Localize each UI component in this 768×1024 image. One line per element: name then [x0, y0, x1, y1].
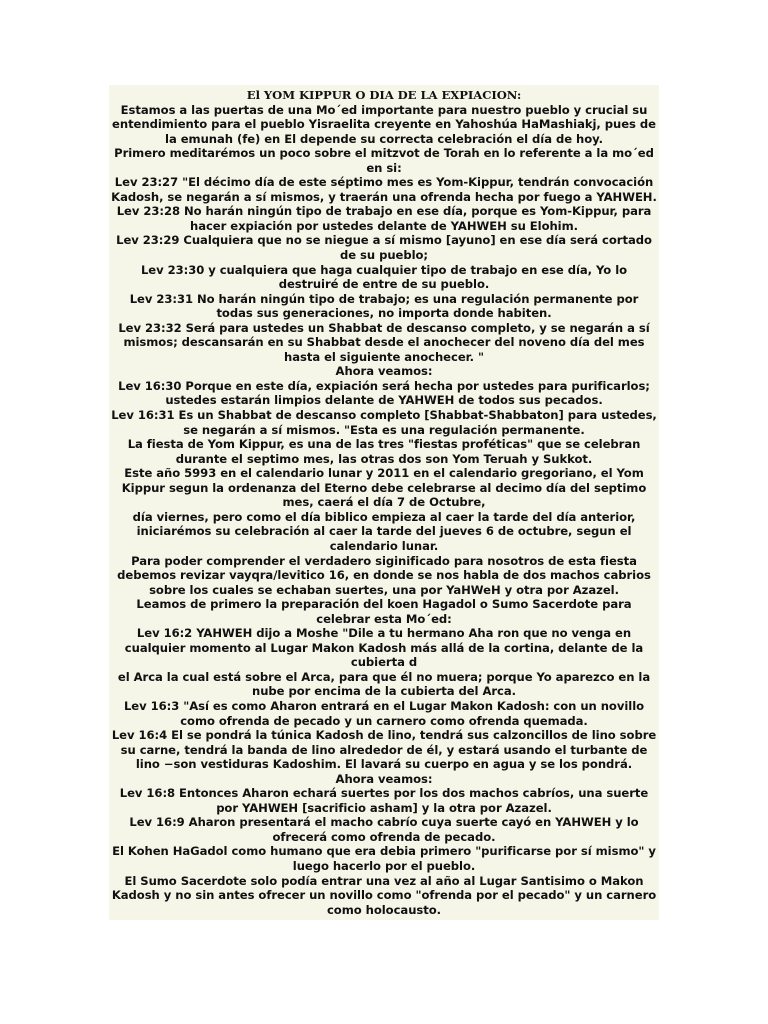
paragraph: Lev 23:31 No harán ningún tipo de trabajo; es una regulación permanente por todas sus generaciones, no importa donde habiten.	[129, 291, 639, 321]
paragraph: La fiesta de Yom Kippur, es una de las tres "fiestas proféticas" que se celebran durante el septimo mes, las otras dos son Yom Teruah y Sukkot.	[127, 437, 641, 466]
paragraph: Lev 23:32 Será para ustedes un Shabbat de descanso completo, y se negarán a sí mismos; descansarán en su Shabbat desde el anochecer del noveno día del mes hasta el siguiente anochecer. "	[118, 320, 650, 364]
paragraph: Lev 16:3 "Así es como Aharon entrará en el Lugar Makon Kadosh: con un novillo como ofrenda de pecado y un carnero como ofrenda quemada.	[123, 698, 645, 728]
paragraph: Primero meditarémos un poco sobre el mitzvot de Torah en lo referente a la mo´ed en si:	[114, 146, 654, 175]
paragraph: Lev 16:9 Aharon presentará el macho cabrío cuya suerte cayó en YAHWEH y lo ofrecerá como ofrenda de pecado.	[129, 815, 639, 844]
paragraph: El Sumo Sacerdote solo podía entrar una vez al año al Lugar Santisimo o Makon Kadosh y no sin antes ofrecer un novillo como "ofrenda por el pecado" y un carnero como holocausto.	[111, 873, 657, 917]
document-page	[109, 85, 659, 920]
paragraph: el Arca la cual está sobre el Arca, para que él no muera; porque Yo aparezco en la nube por encima de la cubierta del Arca.	[117, 669, 651, 699]
paragraph: Leamos de primero la preparación del koen Hagadol o Sumo Sacerdote para celebrar esta Mo´ed:	[136, 597, 632, 626]
document-body	[111, 88, 657, 917]
paragraph: Estamos a las puertas de una Mo´ed importante para nuestro pueblo y crucial su entendimiento para el pueblo Yisraelita creyente en Yahoshúa HaMashiakj, pues de la emunah (fe) en El depende su correcta celebración el día de hoy.	[112, 102, 656, 146]
paragraph: Lev 23:28 No harán ningún tipo de trabajo en ese día, porque es Yom-Kippur, para hacer expiación por ustedes delante de YAHWEH su Elohim.	[116, 204, 652, 233]
paragraph: Lev 16:4 El se pondrá la túnica Kadosh de lino, tendrá sus calzoncillos de lino sobre su carne, tendrá la banda de lino alrededor de él, y estará usando el turbante de lino −son vestiduras Kadoshim. El lavará su cuerpo en agua y se los pondrá.	[111, 728, 657, 772]
paragraph: Lev 16:30 Porque en este día, expiación será hecha por ustedes para purificarlos; ustedes estarán limpios delante de YAHWEH de todos sus pecados.	[118, 378, 650, 408]
document-title: El YOM KIPPUR O DIA DE LA EXPIACION:	[246, 88, 522, 102]
paragraph: Lev 23:27 "El décimo día de este séptimo mes es Yom-Kippur, tendrán convocación Kadosh, se negarán a sí mismos, y traerán una ofrenda hecha por fuego a YAHWEH.	[111, 175, 657, 204]
paragraph: Lev 16:2 YAHWEH dijo a Moshe "Dile a tu hermano Aha ron que no venga en cualquier momento al Lugar Makon Kadosh más allá de la cortina, delante de la cubierta d	[124, 626, 644, 670]
paragraph: Lev 23:29 Cualquiera que no se niegue a sí mismo [ayuno] en ese día será cortado de su pueblo;	[116, 233, 652, 263]
paragraph: Lev 16:31 Es un Shabbat de descanso completo [Shabbat-Shabbaton] para ustedes, se negarán a sí mismos. "Esta es una regulación permanente.	[111, 408, 657, 437]
paragraph: Este año 5993 en el calendario lunar y 2011 en el calendario gregoriano, el Yom Kippur segun la ordenanza del Eterno debe celebrarse al decimo día del septimo mes, caerá el día 7 de Octubre,	[121, 466, 647, 510]
paragraph: Lev 16:8 Entonces Aharon echará suertes por los dos machos cabríos, una suerte por YAHWEH [sacrificio asham] y la otra por Azazel.	[119, 786, 649, 815]
paragraph: Lev 23:30 y cualquiera que haga cualquier tipo de trabajo en ese día, Yo lo destruiré de entre de su pueblo.	[140, 262, 628, 292]
paragraph: El Kohen HaGadol como humano que era debia primero "purificarse por sí mismo" y luego hacerlo por el pueblo.	[112, 844, 656, 873]
paragraph: Ahora veamos:	[335, 771, 433, 786]
paragraph: Ahora veamos:	[335, 364, 433, 379]
paragraph: Para poder comprender el verdadero siginificado para nosotros de esta fiesta debemos revizar vayqra/levitico 16, en donde se nos habla de dos machos cabrios sobre los cuales se echaban suertes, una por YaHWeH y otra por Azazel.	[117, 553, 651, 597]
paragraph: día viernes, pero como el día biblico empieza al caer la tarde del día anterior, iniciarémos su celebración al caer la tarde del jueves 6 de octubre, segun el calendario lunar.	[132, 509, 636, 553]
